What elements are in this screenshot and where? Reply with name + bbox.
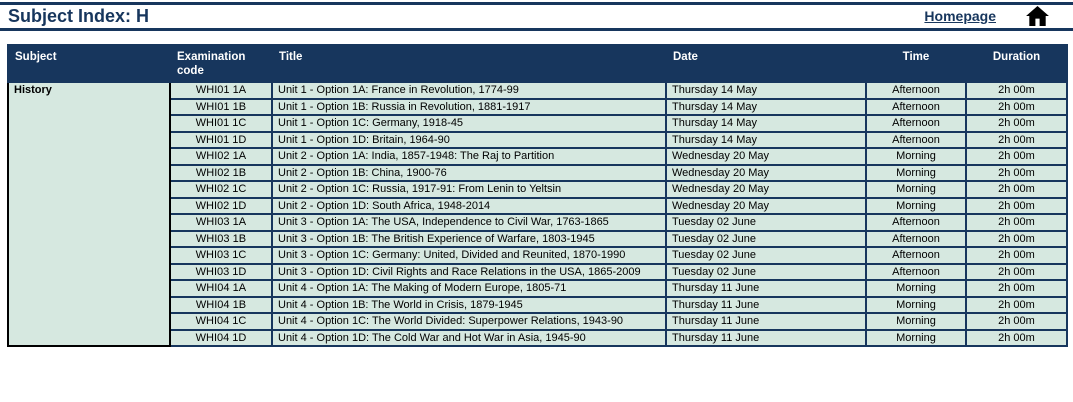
date-cell: Tuesday 02 June <box>666 214 866 231</box>
date-cell: Wednesday 20 May <box>666 198 866 215</box>
subject-cell: History <box>8 82 170 346</box>
exam-code-cell: WHI04 1A <box>170 280 272 297</box>
exam-code-cell: WHI01 1A <box>170 82 272 99</box>
exam-code-cell: WHI02 1A <box>170 148 272 165</box>
exam-code-cell: WHI04 1D <box>170 330 272 347</box>
time-cell: Morning <box>866 330 966 347</box>
title-cell: Unit 2 - Option 1D: South Africa, 1948-2014 <box>272 198 666 215</box>
date-cell: Thursday 14 May <box>666 99 866 116</box>
time-cell: Afternoon <box>866 264 966 281</box>
duration-cell: 2h 00m <box>966 148 1067 165</box>
time-cell: Afternoon <box>866 214 966 231</box>
time-cell: Morning <box>866 297 966 314</box>
title-cell: Unit 3 - Option 1A: The USA, Independence to Civil War, 1763-1865 <box>272 214 666 231</box>
duration-cell: 2h 00m <box>966 198 1067 215</box>
duration-cell: 2h 00m <box>966 181 1067 198</box>
title-cell: Unit 1 - Option 1D: Britain, 1964-90 <box>272 132 666 149</box>
date-cell: Thursday 14 May <box>666 132 866 149</box>
exam-code-cell: WHI02 1B <box>170 165 272 182</box>
title-cell: Unit 2 - Option 1A: India, 1857-1948: The Raj to Partition <box>272 148 666 165</box>
header-date: Date <box>666 45 866 82</box>
date-cell: Tuesday 02 June <box>666 264 866 281</box>
duration-cell: 2h 00m <box>966 99 1067 116</box>
duration-cell: 2h 00m <box>966 115 1067 132</box>
duration-cell: 2h 00m <box>966 231 1067 248</box>
duration-cell: 2h 00m <box>966 313 1067 330</box>
exam-timetable-table <box>7 44 1068 347</box>
date-cell: Thursday 11 June <box>666 330 866 347</box>
title-cell: Unit 4 - Option 1A: The Making of Modern Europe, 1805-71 <box>272 280 666 297</box>
date-cell: Thursday 14 May <box>666 82 866 99</box>
time-cell: Afternoon <box>866 99 966 116</box>
exam-code-cell: WHI04 1B <box>170 297 272 314</box>
header-right <box>924 6 1063 26</box>
page-header <box>0 2 1073 31</box>
header-examination-code: Examination code <box>170 45 272 82</box>
home-icon[interactable] <box>1026 6 1049 26</box>
exam-code-cell: WHI03 1A <box>170 214 272 231</box>
page-title: Subject Index: H <box>8 5 150 26</box>
time-cell: Morning <box>866 313 966 330</box>
duration-cell: 2h 00m <box>966 280 1067 297</box>
duration-cell: 2h 00m <box>966 247 1067 264</box>
duration-cell: 2h 00m <box>966 330 1067 347</box>
date-cell: Thursday 11 June <box>666 297 866 314</box>
date-cell: Thursday 11 June <box>666 280 866 297</box>
exam-code-cell: WHI01 1D <box>170 132 272 149</box>
time-cell: Morning <box>866 165 966 182</box>
time-cell: Morning <box>866 181 966 198</box>
duration-cell: 2h 00m <box>966 132 1067 149</box>
time-cell: Afternoon <box>866 82 966 99</box>
header-title: Title <box>272 45 666 82</box>
time-cell: Morning <box>866 198 966 215</box>
title-cell: Unit 3 - Option 1D: Civil Rights and Race Relations in the USA, 1865-2009 <box>272 264 666 281</box>
header-duration: Duration <box>966 45 1067 82</box>
title-cell: Unit 1 - Option 1C: Germany, 1918-45 <box>272 115 666 132</box>
exam-code-cell: WHI03 1C <box>170 247 272 264</box>
exam-code-cell: WHI03 1D <box>170 264 272 281</box>
title-cell: Unit 1 - Option 1B: Russia in Revolution, 1881-1917 <box>272 99 666 116</box>
header-time: Time <box>866 45 966 82</box>
title-cell: Unit 4 - Option 1D: The Cold War and Hot War in Asia, 1945-90 <box>272 330 666 347</box>
title-cell: Unit 3 - Option 1B: The British Experience of Warfare, 1803-1945 <box>272 231 666 248</box>
table-row <box>8 82 1067 99</box>
title-cell: Unit 3 - Option 1C: Germany: United, Divided and Reunited, 1870-1990 <box>272 247 666 264</box>
date-cell: Wednesday 20 May <box>666 181 866 198</box>
duration-cell: 2h 00m <box>966 82 1067 99</box>
time-cell: Afternoon <box>866 132 966 149</box>
duration-cell: 2h 00m <box>966 165 1067 182</box>
date-cell: Tuesday 02 June <box>666 247 866 264</box>
title-cell: Unit 2 - Option 1B: China, 1900-76 <box>272 165 666 182</box>
exam-code-cell: WHI02 1C <box>170 181 272 198</box>
table-header-row <box>8 45 1067 82</box>
exam-code-cell: WHI02 1D <box>170 198 272 215</box>
duration-cell: 2h 00m <box>966 214 1067 231</box>
duration-cell: 2h 00m <box>966 264 1067 281</box>
title-cell: Unit 4 - Option 1C: The World Divided: Superpower Relations, 1943-90 <box>272 313 666 330</box>
exam-code-cell: WHI01 1B <box>170 99 272 116</box>
date-cell: Thursday 11 June <box>666 313 866 330</box>
time-cell: Morning <box>866 148 966 165</box>
title-cell: Unit 2 - Option 1C: Russia, 1917-91: From Lenin to Yeltsin <box>272 181 666 198</box>
header-subject: Subject <box>8 45 170 82</box>
date-cell: Thursday 14 May <box>666 115 866 132</box>
time-cell: Afternoon <box>866 115 966 132</box>
date-cell: Wednesday 20 May <box>666 165 866 182</box>
time-cell: Morning <box>866 280 966 297</box>
title-cell: Unit 1 - Option 1A: France in Revolution, 1774-99 <box>272 82 666 99</box>
date-cell: Wednesday 20 May <box>666 148 866 165</box>
exam-code-cell: WHI03 1B <box>170 231 272 248</box>
time-cell: Afternoon <box>866 231 966 248</box>
date-cell: Tuesday 02 June <box>666 231 866 248</box>
exam-code-cell: WHI04 1C <box>170 313 272 330</box>
exam-code-cell: WHI01 1C <box>170 115 272 132</box>
homepage-link[interactable]: Homepage <box>924 8 996 24</box>
duration-cell: 2h 00m <box>966 297 1067 314</box>
time-cell: Afternoon <box>866 247 966 264</box>
title-cell: Unit 4 - Option 1B: The World in Crisis, 1879-1945 <box>272 297 666 314</box>
